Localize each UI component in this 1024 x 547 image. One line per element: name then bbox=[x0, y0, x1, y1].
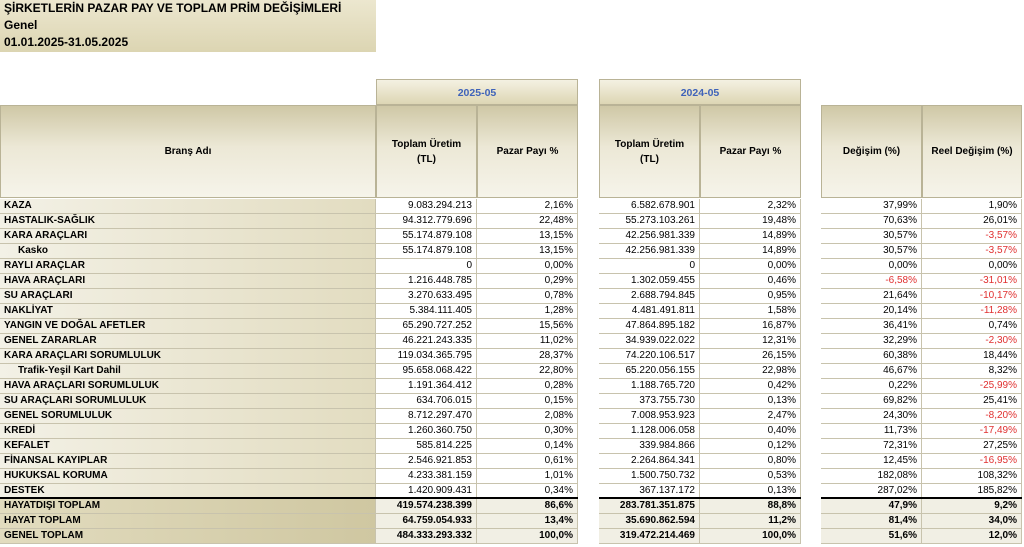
change-cell: 51,6% bbox=[821, 529, 922, 544]
share-2024-cell: 19,48% bbox=[700, 214, 801, 229]
share-2025-cell: 0,14% bbox=[477, 439, 578, 454]
share-2024-cell: 2,47% bbox=[700, 409, 801, 424]
share-2025-cell: 2,08% bbox=[477, 409, 578, 424]
change-cell: 21,64% bbox=[821, 289, 922, 304]
branch-name-cell: YANGIN VE DOĞAL AFETLER bbox=[0, 319, 376, 334]
change-cell: 11,73% bbox=[821, 424, 922, 439]
production-2024-cell: 1.302.059.455 bbox=[599, 274, 700, 289]
branch-name-cell: GENEL TOPLAM bbox=[0, 529, 376, 544]
production-2025-cell: 585.814.225 bbox=[376, 439, 477, 454]
share-2025-cell: 22,80% bbox=[477, 364, 578, 379]
real-change-cell: 185,82% bbox=[922, 484, 1022, 499]
table-row bbox=[0, 364, 1024, 379]
production-2025-cell: 95.658.068.422 bbox=[376, 364, 477, 379]
share-2025-header bbox=[477, 105, 578, 198]
share-2024-cell: 100,0% bbox=[700, 529, 801, 544]
production-2025-cell: 484.333.293.332 bbox=[376, 529, 477, 544]
table-row bbox=[0, 214, 1024, 229]
share-2025-cell: 13,15% bbox=[477, 229, 578, 244]
share-2025-cell: 0,61% bbox=[477, 454, 578, 469]
production-2025-cell: 9.083.294.213 bbox=[376, 199, 477, 214]
real-change-cell: -2,30% bbox=[922, 334, 1022, 349]
real-change-cell: -25,99% bbox=[922, 379, 1022, 394]
change-cell: -6,58% bbox=[821, 274, 922, 289]
share-2024-cell: 26,15% bbox=[700, 349, 801, 364]
share-2025-cell: 13,15% bbox=[477, 244, 578, 259]
production-2025-cell: 55.174.879.108 bbox=[376, 229, 477, 244]
real-change-cell: -3,57% bbox=[922, 244, 1022, 259]
share-2025-cell: 0,15% bbox=[477, 394, 578, 409]
share-2025-cell: 1,28% bbox=[477, 304, 578, 319]
share-2024-cell: 0,80% bbox=[700, 454, 801, 469]
branch-name-cell: NAKLİYAT bbox=[0, 304, 376, 319]
share-2025-cell: 28,37% bbox=[477, 349, 578, 364]
branch-name-cell: HAYATDIŞI TOPLAM bbox=[0, 499, 376, 514]
production-header-line1: Toplam Üretim bbox=[391, 138, 462, 150]
share-2025-cell: 15,56% bbox=[477, 319, 578, 334]
table-row bbox=[0, 334, 1024, 349]
table-row bbox=[0, 379, 1024, 394]
production-2025-cell: 119.034.365.795 bbox=[376, 349, 477, 364]
share-2024-cell: 0,00% bbox=[700, 259, 801, 274]
production-2025-cell: 2.546.921.853 bbox=[376, 454, 477, 469]
real-change-cell: 9,2% bbox=[922, 499, 1022, 514]
change-header-label: Değişim (%) bbox=[842, 146, 901, 157]
branch-name-cell: KARA ARAÇLARI SORUMLULUK bbox=[0, 349, 376, 364]
branch-name-cell: FİNANSAL KAYIPLAR bbox=[0, 454, 376, 469]
table-row bbox=[0, 454, 1024, 469]
real-change-cell: -16,95% bbox=[922, 454, 1022, 469]
branch-name-cell: RAYLI ARAÇLAR bbox=[0, 259, 376, 274]
change-cell: 81,4% bbox=[821, 514, 922, 529]
real-change-cell: 34,0% bbox=[922, 514, 1022, 529]
share-2025-cell: 0,00% bbox=[477, 259, 578, 274]
real-change-cell: -10,17% bbox=[922, 289, 1022, 304]
table-row bbox=[0, 319, 1024, 334]
table-row bbox=[0, 229, 1024, 244]
real-change-cell: 25,41% bbox=[922, 394, 1022, 409]
change-cell: 0,22% bbox=[821, 379, 922, 394]
real-change-cell: -31,01% bbox=[922, 274, 1022, 289]
production-2024-cell: 47.864.895.182 bbox=[599, 319, 700, 334]
totals-separator bbox=[821, 497, 1022, 499]
production-2024-cell: 283.781.351.875 bbox=[599, 499, 700, 514]
real-change-cell: -17,49% bbox=[922, 424, 1022, 439]
production-2024-cell: 0 bbox=[599, 259, 700, 274]
production-2024-cell: 74.220.106.517 bbox=[599, 349, 700, 364]
share-2024-header bbox=[700, 105, 801, 198]
change-cell: 32,29% bbox=[821, 334, 922, 349]
change-cell: 182,08% bbox=[821, 469, 922, 484]
change-cell: 36,41% bbox=[821, 319, 922, 334]
production-2024-cell: 34.939.022.022 bbox=[599, 334, 700, 349]
branch-name-cell: HAVA ARAÇLARI SORUMLULUK bbox=[0, 379, 376, 394]
production-2025-cell: 0 bbox=[376, 259, 477, 274]
production-2025-cell: 1.260.360.750 bbox=[376, 424, 477, 439]
branch-name-cell: GENEL ZARARLAR bbox=[0, 334, 376, 349]
production-2024-cell: 35.690.862.594 bbox=[599, 514, 700, 529]
branch-name-cell: HUKUKSAL KORUMA bbox=[0, 469, 376, 484]
share-header-label: Pazar Payı % bbox=[719, 146, 782, 157]
production-2024-cell: 42.256.981.339 bbox=[599, 229, 700, 244]
share-2025-cell: 11,02% bbox=[477, 334, 578, 349]
production-2024-cell: 4.481.491.811 bbox=[599, 304, 700, 319]
production-2025-cell: 634.706.015 bbox=[376, 394, 477, 409]
production-2025-cell: 4.233.381.159 bbox=[376, 469, 477, 484]
real-change-cell: 0,00% bbox=[922, 259, 1022, 274]
branch-name-cell: KAZA bbox=[0, 199, 376, 214]
real-change-cell: -11,28% bbox=[922, 304, 1022, 319]
change-cell: 20,14% bbox=[821, 304, 922, 319]
change-cell: 0,00% bbox=[821, 259, 922, 274]
totals-separator bbox=[599, 497, 801, 499]
production-2024-cell: 367.137.172 bbox=[599, 484, 700, 499]
share-2024-cell: 11,2% bbox=[700, 514, 801, 529]
branch-name-cell: HAVA ARAÇLARI bbox=[0, 274, 376, 289]
production-2024-cell: 55.273.103.261 bbox=[599, 214, 700, 229]
period-header-current: 2025-05 bbox=[376, 79, 578, 105]
branch-name-cell: HAYAT TOPLAM bbox=[0, 514, 376, 529]
share-2024-cell: 22,98% bbox=[700, 364, 801, 379]
production-2024-cell: 319.472.214.469 bbox=[599, 529, 700, 544]
share-2024-cell: 0,95% bbox=[700, 289, 801, 304]
production-2025-cell: 419.574.238.399 bbox=[376, 499, 477, 514]
share-2025-cell: 0,28% bbox=[477, 379, 578, 394]
share-2024-cell: 1,58% bbox=[700, 304, 801, 319]
real-change-cell: 8,32% bbox=[922, 364, 1022, 379]
production-2025-cell: 94.312.779.696 bbox=[376, 214, 477, 229]
production-header-line1: Toplam Üretim bbox=[614, 138, 685, 150]
share-2025-cell: 86,6% bbox=[477, 499, 578, 514]
branch-name-cell: Kasko bbox=[0, 244, 376, 259]
real-change-cell: 27,25% bbox=[922, 439, 1022, 454]
share-2024-cell: 16,87% bbox=[700, 319, 801, 334]
real-change-cell: 0,74% bbox=[922, 319, 1022, 334]
share-2024-cell: 0,40% bbox=[700, 424, 801, 439]
total-row bbox=[0, 514, 1024, 529]
change-cell: 47,9% bbox=[821, 499, 922, 514]
production-2024-cell: 42.256.981.339 bbox=[599, 244, 700, 259]
total-row bbox=[0, 499, 1024, 514]
branch-name-cell: SU ARAÇLARI bbox=[0, 289, 376, 304]
share-2025-cell: 2,16% bbox=[477, 199, 578, 214]
change-cell: 69,82% bbox=[821, 394, 922, 409]
production-2024-cell: 7.008.953.923 bbox=[599, 409, 700, 424]
production-2025-cell: 3.270.633.495 bbox=[376, 289, 477, 304]
table-row bbox=[0, 244, 1024, 259]
branch-name-cell: HASTALIK-SAĞLIK bbox=[0, 214, 376, 229]
share-2025-cell: 0,34% bbox=[477, 484, 578, 499]
share-2025-cell: 0,78% bbox=[477, 289, 578, 304]
production-2025-cell: 64.759.054.933 bbox=[376, 514, 477, 529]
production-2025-cell: 5.384.111.405 bbox=[376, 304, 477, 319]
production-2024-cell: 1.188.765.720 bbox=[599, 379, 700, 394]
branch-name-cell: GENEL SORUMLULUK bbox=[0, 409, 376, 424]
branch-name-cell: Trafik-Yeşil Kart Dahil bbox=[0, 364, 376, 379]
table-row bbox=[0, 469, 1024, 484]
share-2024-cell: 0,13% bbox=[700, 484, 801, 499]
production-2025-cell: 8.712.297.470 bbox=[376, 409, 477, 424]
production-2025-cell: 55.174.879.108 bbox=[376, 244, 477, 259]
branch-column-header bbox=[0, 105, 376, 198]
share-2024-cell: 14,89% bbox=[700, 229, 801, 244]
production-2024-cell: 6.582.678.901 bbox=[599, 199, 700, 214]
production-2025-cell: 65.290.727.252 bbox=[376, 319, 477, 334]
change-cell: 70,63% bbox=[821, 214, 922, 229]
production-header-line2: (TL) bbox=[640, 153, 659, 165]
share-2024-cell: 12,31% bbox=[700, 334, 801, 349]
share-2024-cell: 0,46% bbox=[700, 274, 801, 289]
real-change-cell: 26,01% bbox=[922, 214, 1022, 229]
production-2024-cell: 2.688.794.845 bbox=[599, 289, 700, 304]
table-row bbox=[0, 289, 1024, 304]
share-2025-cell: 13,4% bbox=[477, 514, 578, 529]
production-2025-header bbox=[376, 105, 477, 198]
production-2025-cell: 1.191.364.412 bbox=[376, 379, 477, 394]
period-header-previous: 2024-05 bbox=[599, 79, 801, 105]
change-cell: 37,99% bbox=[821, 199, 922, 214]
table-row bbox=[0, 409, 1024, 424]
production-2025-cell: 1.216.448.785 bbox=[376, 274, 477, 289]
real-change-cell: -8,20% bbox=[922, 409, 1022, 424]
share-2024-cell: 14,89% bbox=[700, 244, 801, 259]
branch-name-cell: KREDİ bbox=[0, 424, 376, 439]
share-2024-cell: 2,32% bbox=[700, 199, 801, 214]
real-change-cell: 12,0% bbox=[922, 529, 1022, 544]
share-2024-cell: 0,53% bbox=[700, 469, 801, 484]
production-2025-cell: 46.221.243.335 bbox=[376, 334, 477, 349]
production-2024-cell: 373.755.730 bbox=[599, 394, 700, 409]
production-2024-cell: 1.500.750.732 bbox=[599, 469, 700, 484]
table-row bbox=[0, 259, 1024, 274]
share-2025-cell: 0,29% bbox=[477, 274, 578, 289]
branch-name-cell: KEFALET bbox=[0, 439, 376, 454]
totals-separator bbox=[0, 497, 578, 499]
production-2024-cell: 65.220.056.155 bbox=[599, 364, 700, 379]
table-row bbox=[0, 304, 1024, 319]
change-cell: 72,31% bbox=[821, 439, 922, 454]
branch-name-cell: SU ARAÇLARI SORUMLULUK bbox=[0, 394, 376, 409]
branch-name-cell: KARA ARAÇLARI bbox=[0, 229, 376, 244]
real-change-cell: 1,90% bbox=[922, 199, 1022, 214]
change-header bbox=[821, 105, 922, 198]
table-row bbox=[0, 424, 1024, 439]
table-row bbox=[0, 439, 1024, 454]
change-cell: 287,02% bbox=[821, 484, 922, 499]
share-2025-cell: 22,48% bbox=[477, 214, 578, 229]
production-header-line2: (TL) bbox=[417, 153, 436, 165]
share-2024-cell: 88,8% bbox=[700, 499, 801, 514]
report-title: ŞİRKETLERİN PAZAR PAY VE TOPLAM PRİM DEĞİŞİMLERİ bbox=[4, 1, 342, 15]
production-2025-cell: 1.420.909.431 bbox=[376, 484, 477, 499]
table-row bbox=[0, 394, 1024, 409]
real-change-header bbox=[922, 105, 1022, 198]
production-2024-cell: 1.128.006.058 bbox=[599, 424, 700, 439]
production-2024-cell: 2.264.864.341 bbox=[599, 454, 700, 469]
change-cell: 30,57% bbox=[821, 244, 922, 259]
branch-header-label: Branş Adı bbox=[164, 146, 212, 157]
report-date-range: 01.01.2025-31.05.2025 bbox=[4, 35, 129, 49]
share-2024-cell: 0,42% bbox=[700, 379, 801, 394]
share-2025-cell: 0,30% bbox=[477, 424, 578, 439]
real-change-cell: 18,44% bbox=[922, 349, 1022, 364]
production-2024-cell: 339.984.866 bbox=[599, 439, 700, 454]
share-2025-cell: 1,01% bbox=[477, 469, 578, 484]
total-row bbox=[0, 529, 1024, 544]
share-header-label: Pazar Payı % bbox=[496, 146, 559, 157]
table-row bbox=[0, 199, 1024, 214]
report-title-block bbox=[0, 0, 376, 52]
report-subtitle: Genel bbox=[4, 18, 38, 32]
real-change-header-label: Reel Değişim (%) bbox=[931, 146, 1013, 157]
change-cell: 60,38% bbox=[821, 349, 922, 364]
change-cell: 46,67% bbox=[821, 364, 922, 379]
real-change-cell: -3,57% bbox=[922, 229, 1022, 244]
production-2024-header bbox=[599, 105, 700, 198]
branch-name-cell: DESTEK bbox=[0, 484, 376, 499]
share-2024-cell: 0,13% bbox=[700, 394, 801, 409]
change-cell: 30,57% bbox=[821, 229, 922, 244]
share-2025-cell: 100,0% bbox=[477, 529, 578, 544]
table-row bbox=[0, 274, 1024, 289]
change-cell: 12,45% bbox=[821, 454, 922, 469]
share-2024-cell: 0,12% bbox=[700, 439, 801, 454]
table-row bbox=[0, 349, 1024, 364]
change-cell: 24,30% bbox=[821, 409, 922, 424]
real-change-cell: 108,32% bbox=[922, 469, 1022, 484]
